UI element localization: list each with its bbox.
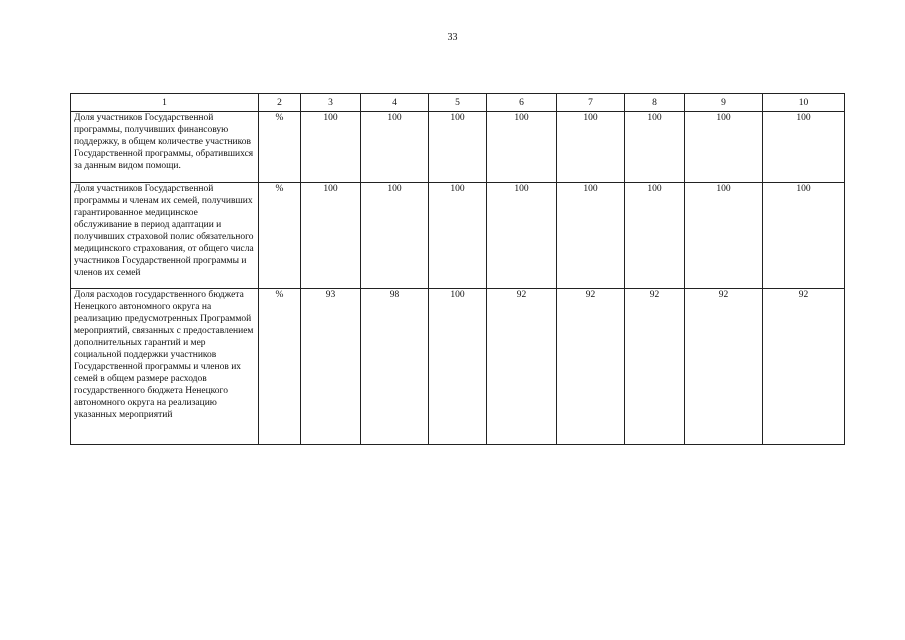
header-cell: 7: [557, 94, 625, 112]
value-cell: 92: [625, 289, 685, 445]
value-cell: 92: [557, 289, 625, 445]
value-cell: 100: [763, 112, 845, 183]
table-row: [71, 112, 845, 183]
header-cell: 1: [71, 94, 259, 112]
indicator-name: Доля участников Государственной программы, получивших финансовую поддержку, в общем количестве участников Государственной программы, обратившихся за данным видом помощи.: [71, 112, 259, 183]
value-cell: 100: [301, 183, 361, 289]
indicators-table: [70, 93, 845, 445]
value-cell: 98: [361, 289, 429, 445]
value-cell: 100: [361, 112, 429, 183]
table-row: [71, 183, 845, 289]
value-cell: 100: [685, 183, 763, 289]
indicator-name: Доля участников Государственной программы и членам их семей, получивших гарантированное медицинское обслуживание в период адаптации и получивших страховой полис обязательного медицинского страхования, от общего числа участников Государственной программы и членов их семей: [71, 183, 259, 289]
unit-cell: %: [259, 112, 301, 183]
value-cell: 100: [429, 183, 487, 289]
header-cell: 6: [487, 94, 557, 112]
header-cell: 8: [625, 94, 685, 112]
value-cell: 100: [301, 112, 361, 183]
value-cell: 100: [429, 289, 487, 445]
value-cell: 100: [685, 112, 763, 183]
value-cell: 100: [625, 112, 685, 183]
value-cell: 92: [487, 289, 557, 445]
value-cell: 100: [429, 112, 487, 183]
unit-cell: %: [259, 289, 301, 445]
header-cell: 3: [301, 94, 361, 112]
value-cell: 100: [557, 183, 625, 289]
header-cell: 2: [259, 94, 301, 112]
header-cell: 9: [685, 94, 763, 112]
unit-cell: %: [259, 183, 301, 289]
value-cell: 100: [557, 112, 625, 183]
header-cell: 10: [763, 94, 845, 112]
value-cell: 92: [763, 289, 845, 445]
value-cell: 100: [487, 183, 557, 289]
table-row: [71, 289, 845, 445]
header-row: [71, 94, 845, 112]
value-cell: 100: [625, 183, 685, 289]
header-cell: 4: [361, 94, 429, 112]
value-cell: 100: [487, 112, 557, 183]
value-cell: 92: [685, 289, 763, 445]
page-number: 33: [447, 32, 458, 43]
indicator-name: Доля расходов государственного бюджета Ненецкого автономного округа на реализацию предусмотренных Программой мероприятий, связанных с предоставлением дополнительных гарантий и мер социальной поддержки участников Государственной программы и членов их семей в общем размере расходов государственного бюджета Ненецкого автономного округа на реализацию указанных мероприятий: [71, 289, 259, 445]
value-cell: 100: [763, 183, 845, 289]
header-cell: 5: [429, 94, 487, 112]
value-cell: 93: [301, 289, 361, 445]
value-cell: 100: [361, 183, 429, 289]
